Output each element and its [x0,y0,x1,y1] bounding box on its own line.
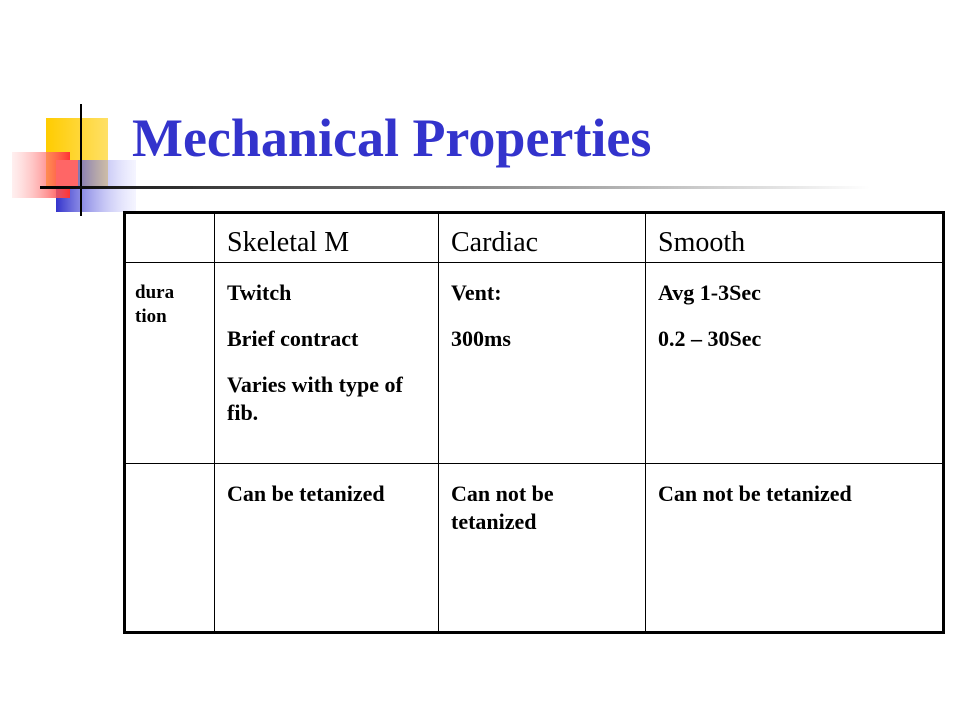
cell-cardiac-tetanization [439,464,646,633]
header-cell-empty [125,213,215,263]
cell-line: 300ms [451,326,511,351]
cell-line: Can not be tetanized [451,481,554,534]
red-square-overlap [56,160,78,186]
table-header-row [125,213,944,263]
cell-skeletal-tetanization [215,464,439,633]
cell-line: Avg 1-3Sec [658,280,761,305]
decorative-squares-logo [0,0,140,230]
cell-line: 0.2 – 30Sec [658,326,762,351]
cell-cardiac-duration [439,263,646,464]
cell-line: Vent: [451,280,502,305]
cell-line: Twitch [227,280,292,305]
title-underline [40,186,870,189]
header-cell-skeletal: Skeletal M [215,213,439,263]
slide-title: Mechanical Properties [132,108,652,168]
cell-skeletal-duration [215,263,439,464]
row-label-empty [125,464,215,633]
cell-line: Can not be tetanized [658,481,852,506]
cell-smooth-tetanization [646,464,944,633]
table-row-duration [125,263,944,464]
header-cell-smooth: Smooth [646,213,944,263]
header-cell-cardiac: Cardiac [439,213,646,263]
properties-table [123,211,945,634]
cell-smooth-duration [646,263,944,464]
cell-line: Brief contract [227,326,359,351]
cell-line: Varies with type of fib. [227,372,403,425]
row-label-duration: dura tion [125,263,215,464]
cell-line: Can be tetanized [227,481,385,506]
table-row-tetanization [125,464,944,633]
